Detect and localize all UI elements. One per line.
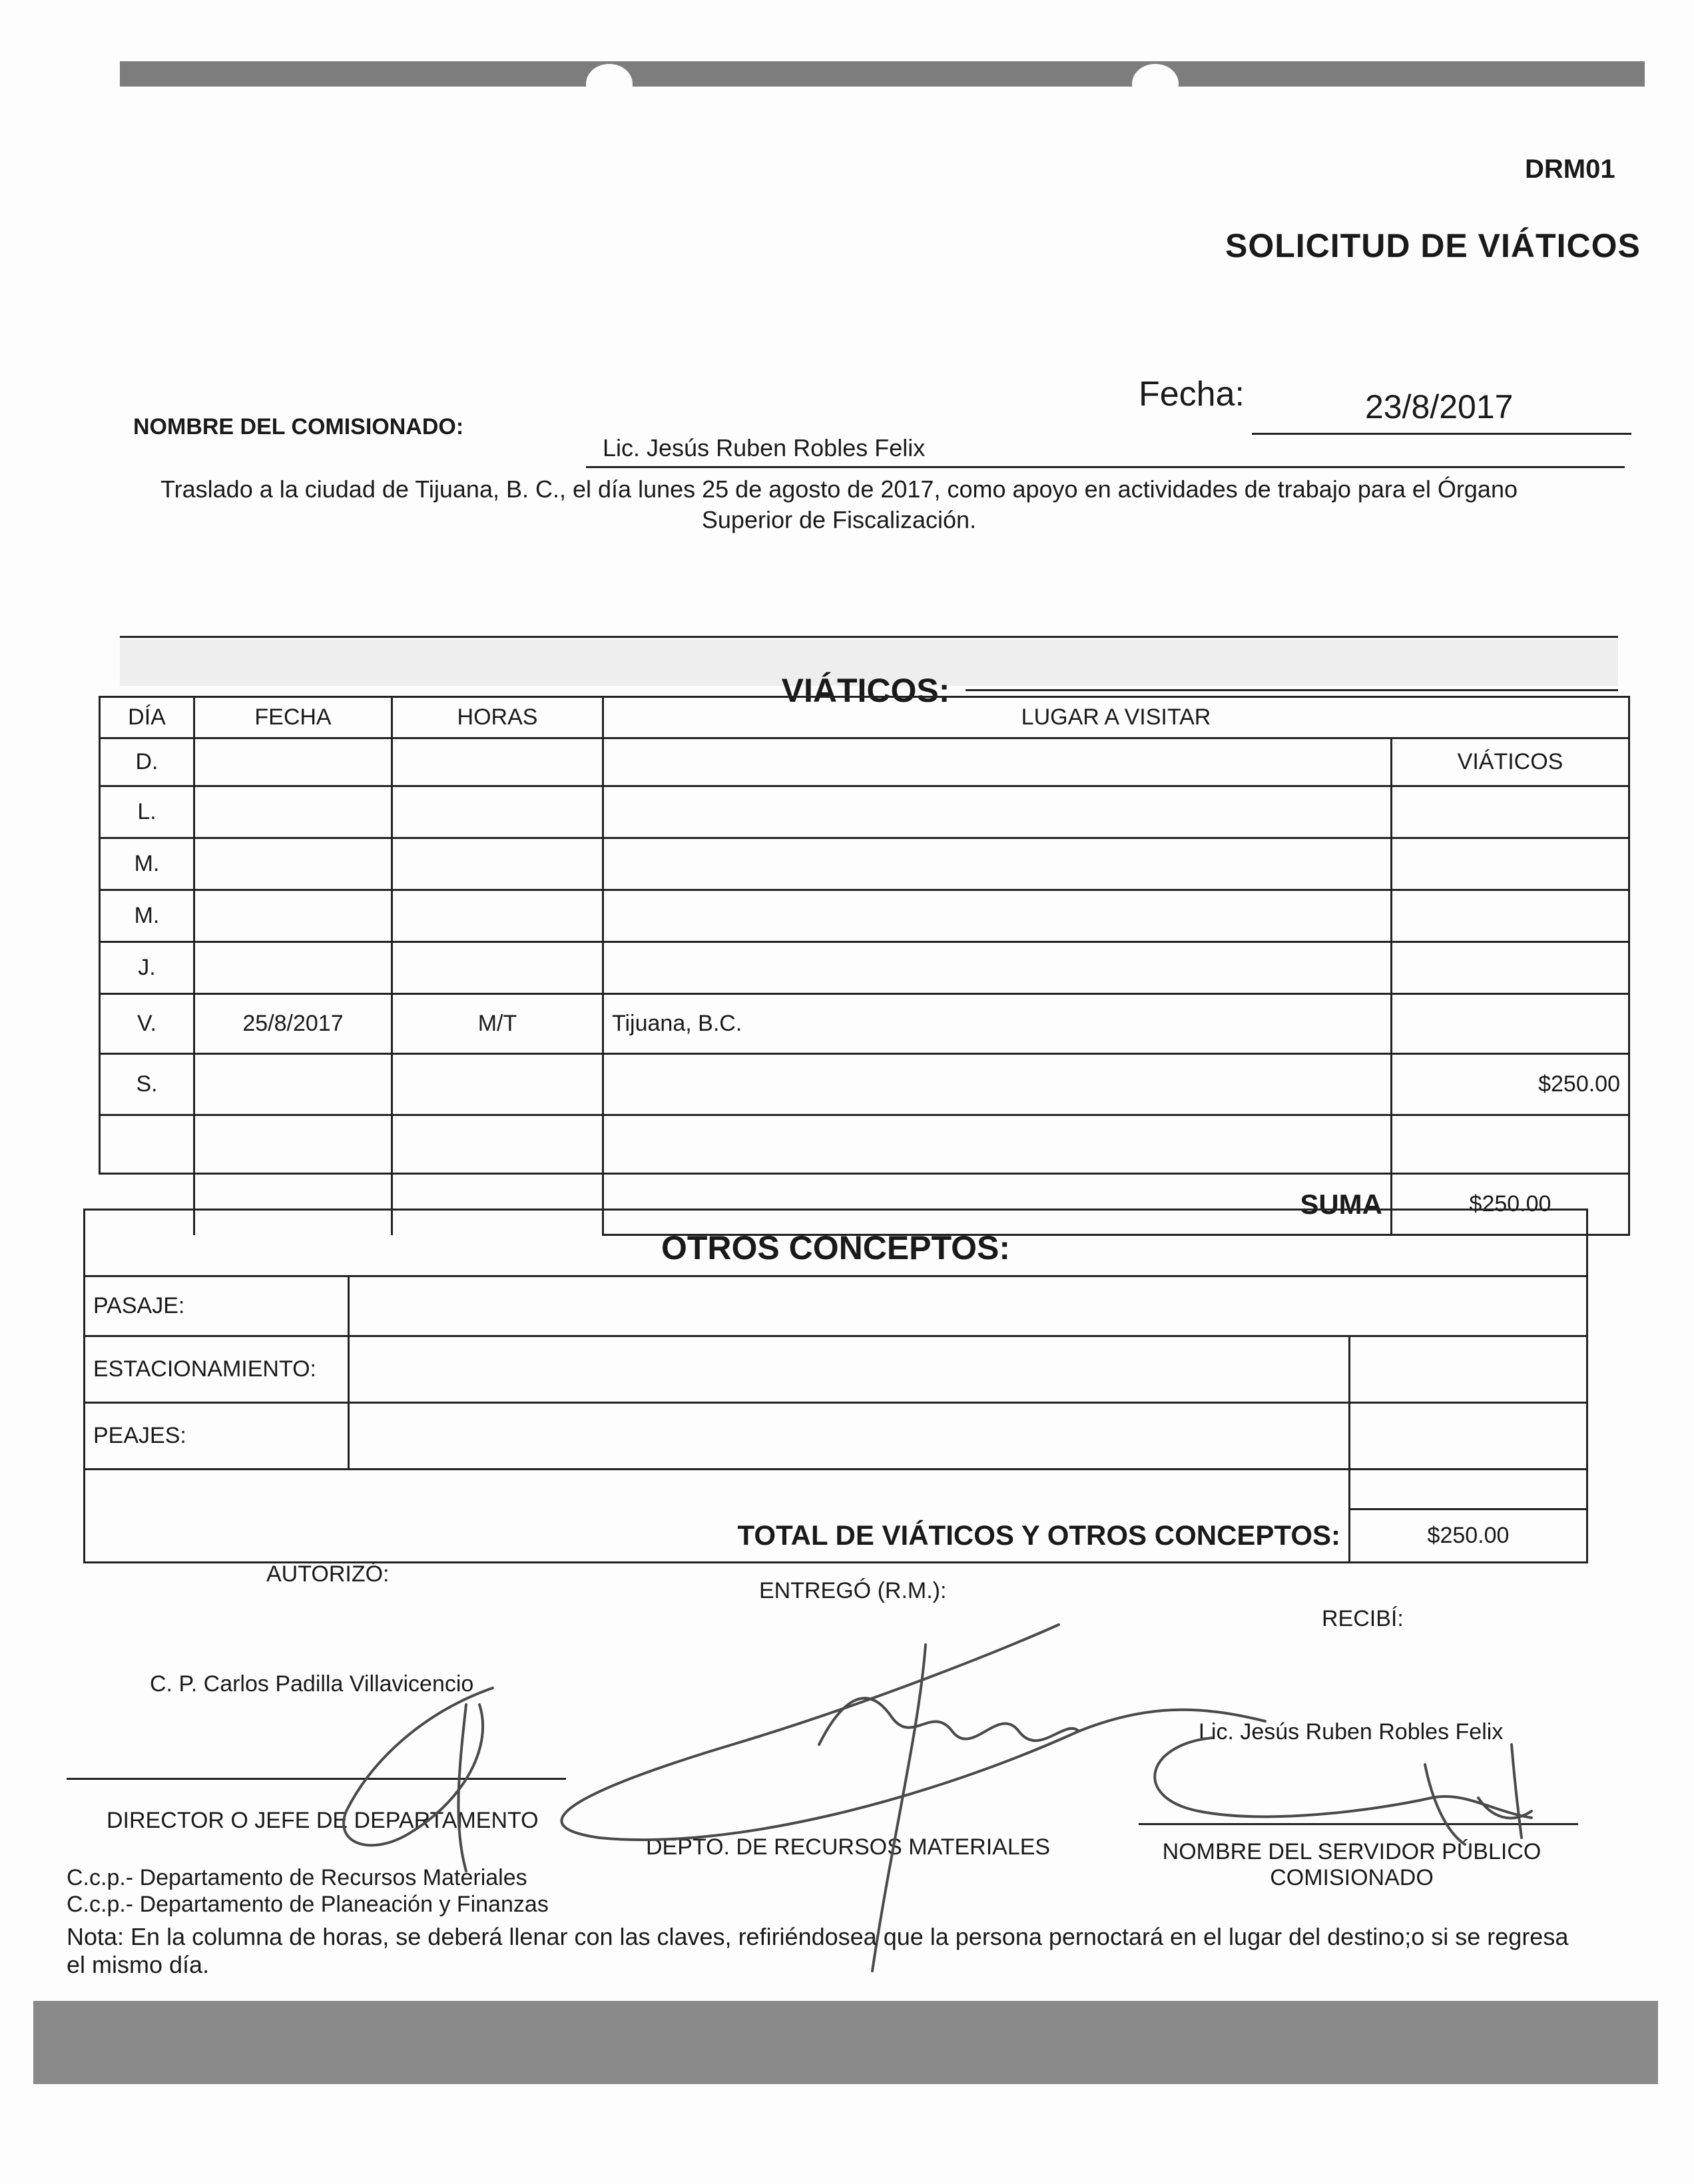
separator-line xyxy=(120,636,1618,638)
row-viaticos xyxy=(1392,786,1629,838)
row-dia: L. xyxy=(100,786,194,838)
table-row xyxy=(100,738,1629,786)
row-fecha xyxy=(194,1115,392,1174)
form-code: DRM01 xyxy=(1525,154,1615,184)
header-lugar: LUGAR A VISITAR xyxy=(603,697,1629,738)
peajes-desc xyxy=(349,1403,1350,1470)
fecha-value: 23/8/2017 xyxy=(1365,388,1514,425)
table-row xyxy=(100,942,1629,994)
bottom-scan-bar xyxy=(33,2001,1658,2084)
fecha-label: Fecha: xyxy=(1139,375,1245,413)
recibi-role-line1: NOMBRE DEL SERVIDOR PÚBLICO xyxy=(1162,1839,1542,1864)
comisionado-underline xyxy=(586,466,1625,468)
signature-recibi xyxy=(1155,1738,1532,1818)
row-lugar xyxy=(603,1054,1392,1115)
recibi-role-line2: COMISIONADO xyxy=(1270,1865,1434,1890)
row-dia: M. xyxy=(100,890,194,942)
row-lugar: Tijuana, B.C. xyxy=(603,994,1392,1054)
row-horas xyxy=(392,738,603,786)
ccp-line2: C.c.p.- Departamento de Planeación y Finanzas xyxy=(67,1892,549,1917)
row-lugar xyxy=(603,890,1392,942)
suma-label: SUMA xyxy=(603,1174,1392,1235)
pasaje-label: PASAJE: xyxy=(85,1276,349,1336)
entrego-label: ENTREGÓ (R.M.): xyxy=(759,1578,947,1603)
ccp-line1: C.c.p.- Departamento de Recursos Materiales xyxy=(67,1865,527,1890)
row-horas xyxy=(392,890,603,942)
row-dia: D. xyxy=(100,738,194,786)
viaticos-title: VIÁTICOS: xyxy=(781,672,950,709)
header-dia: DÍA xyxy=(100,697,194,738)
peajes-label: PEAJES: xyxy=(85,1403,349,1470)
recibi-label: RECIBÍ: xyxy=(1322,1606,1404,1631)
row-viaticos xyxy=(1392,890,1629,942)
signature-recibi-mark xyxy=(1425,1745,1532,1844)
row-lugar xyxy=(603,838,1392,890)
row-viaticos xyxy=(1392,994,1629,1054)
row-viaticos xyxy=(1392,942,1629,994)
blank-row xyxy=(85,1470,1350,1509)
signature-entrego-loops xyxy=(819,1698,1079,1745)
estacionamiento-desc xyxy=(349,1336,1350,1403)
otros-conceptos-table xyxy=(83,1209,1588,1563)
autorizo-signature-line xyxy=(67,1778,566,1780)
comisionado-label: NOMBRE DEL COMISIONADO: xyxy=(133,414,464,439)
row-viaticos xyxy=(1392,1115,1629,1174)
header-horas: HORAS xyxy=(392,697,603,738)
signature-entrego xyxy=(561,1625,1265,1840)
trip-description-line1: Traslado a la ciudad de Tijuana, B. C., el día lunes 25 de agosto de 2017, como apoyo en actividades de trabajo para el Órgano xyxy=(160,475,1518,503)
table-row xyxy=(100,1115,1629,1174)
table-row xyxy=(100,994,1629,1054)
estacionamiento-value xyxy=(1350,1336,1587,1403)
row-horas xyxy=(392,838,603,890)
header-viaticos: VIÁTICOS xyxy=(1392,738,1629,786)
recibi-name: Lic. Jesús Ruben Robles Felix xyxy=(1199,1719,1504,1745)
comisionado-name: Lic. Jesús Ruben Robles Felix xyxy=(603,434,926,461)
viaticos-title-line xyxy=(966,689,1618,691)
ccp-list xyxy=(67,1864,549,1918)
nota-text: Nota: En la columna de horas, se deberá llenar con las claves, refiriéndosea que la persona pernoctará en el lugar del destino;o si se regresa el mismo día. xyxy=(67,1923,1569,1978)
peajes-value xyxy=(1350,1403,1587,1470)
pasaje-value xyxy=(349,1276,1587,1336)
autorizo-role: DIRECTOR O JEFE DE DEPARTAMENTO xyxy=(107,1808,539,1833)
row-fecha xyxy=(194,786,392,838)
signature-entrego-stroke xyxy=(872,1645,926,1971)
row-fecha xyxy=(194,1054,392,1115)
row-dia: M. xyxy=(100,838,194,890)
row-fecha: 25/8/2017 xyxy=(194,994,392,1054)
row-fecha xyxy=(194,838,392,890)
row-fecha xyxy=(194,942,392,994)
entrego-role: DEPTO. DE RECURSOS MATERIALES xyxy=(646,1834,1051,1860)
autorizo-label: AUTORIZÓ: xyxy=(266,1561,390,1587)
fecha-underline xyxy=(1252,433,1631,435)
row-lugar xyxy=(603,1115,1392,1174)
trip-description-line2: Superior de Fiscalización. xyxy=(701,506,977,533)
row-dia: J. xyxy=(100,942,194,994)
table-row xyxy=(100,890,1629,942)
autorizo-name: C. P. Carlos Padilla Villavicencio xyxy=(150,1671,474,1697)
blank-value xyxy=(1350,1470,1587,1509)
recibi-signature-line xyxy=(1139,1823,1578,1825)
viaticos-table xyxy=(99,696,1630,1236)
top-scan-bar xyxy=(120,61,1645,87)
row-dia: S. xyxy=(100,1054,194,1115)
trip-description xyxy=(107,474,1571,535)
suma-value: $250.00 xyxy=(1392,1174,1629,1235)
row-horas xyxy=(392,1115,603,1174)
row-viaticos: $250.00 xyxy=(1392,1054,1629,1115)
row-fecha xyxy=(194,738,392,786)
otros-title: OTROS CONCEPTOS: xyxy=(85,1210,1587,1276)
total-label: TOTAL DE VIÁTICOS Y OTROS CONCEPTOS: xyxy=(85,1509,1350,1563)
row-dia xyxy=(100,1115,194,1174)
row-lugar xyxy=(603,786,1392,838)
total-value: $250.00 xyxy=(1350,1509,1587,1563)
signature-autorizo-tail xyxy=(458,1705,466,1871)
hole-punch-right xyxy=(1132,64,1179,104)
table-row xyxy=(100,1054,1629,1115)
row-horas xyxy=(392,1054,603,1115)
row-lugar xyxy=(603,738,1392,786)
row-horas: M/T xyxy=(392,994,603,1054)
header-fecha: FECHA xyxy=(194,697,392,738)
row-dia: V. xyxy=(100,994,194,1054)
estacionamiento-label: ESTACIONAMIENTO: xyxy=(85,1336,349,1403)
row-lugar xyxy=(603,942,1392,994)
row-viaticos xyxy=(1392,838,1629,890)
row-horas xyxy=(392,942,603,994)
recibi-role xyxy=(1159,1839,1545,1891)
hole-punch-left xyxy=(586,64,633,104)
row-horas xyxy=(392,786,603,838)
table-row xyxy=(100,838,1629,890)
form-title: SOLICITUD DE VIÁTICOS xyxy=(1225,227,1641,264)
table-row xyxy=(100,786,1629,838)
row-fecha xyxy=(194,890,392,942)
